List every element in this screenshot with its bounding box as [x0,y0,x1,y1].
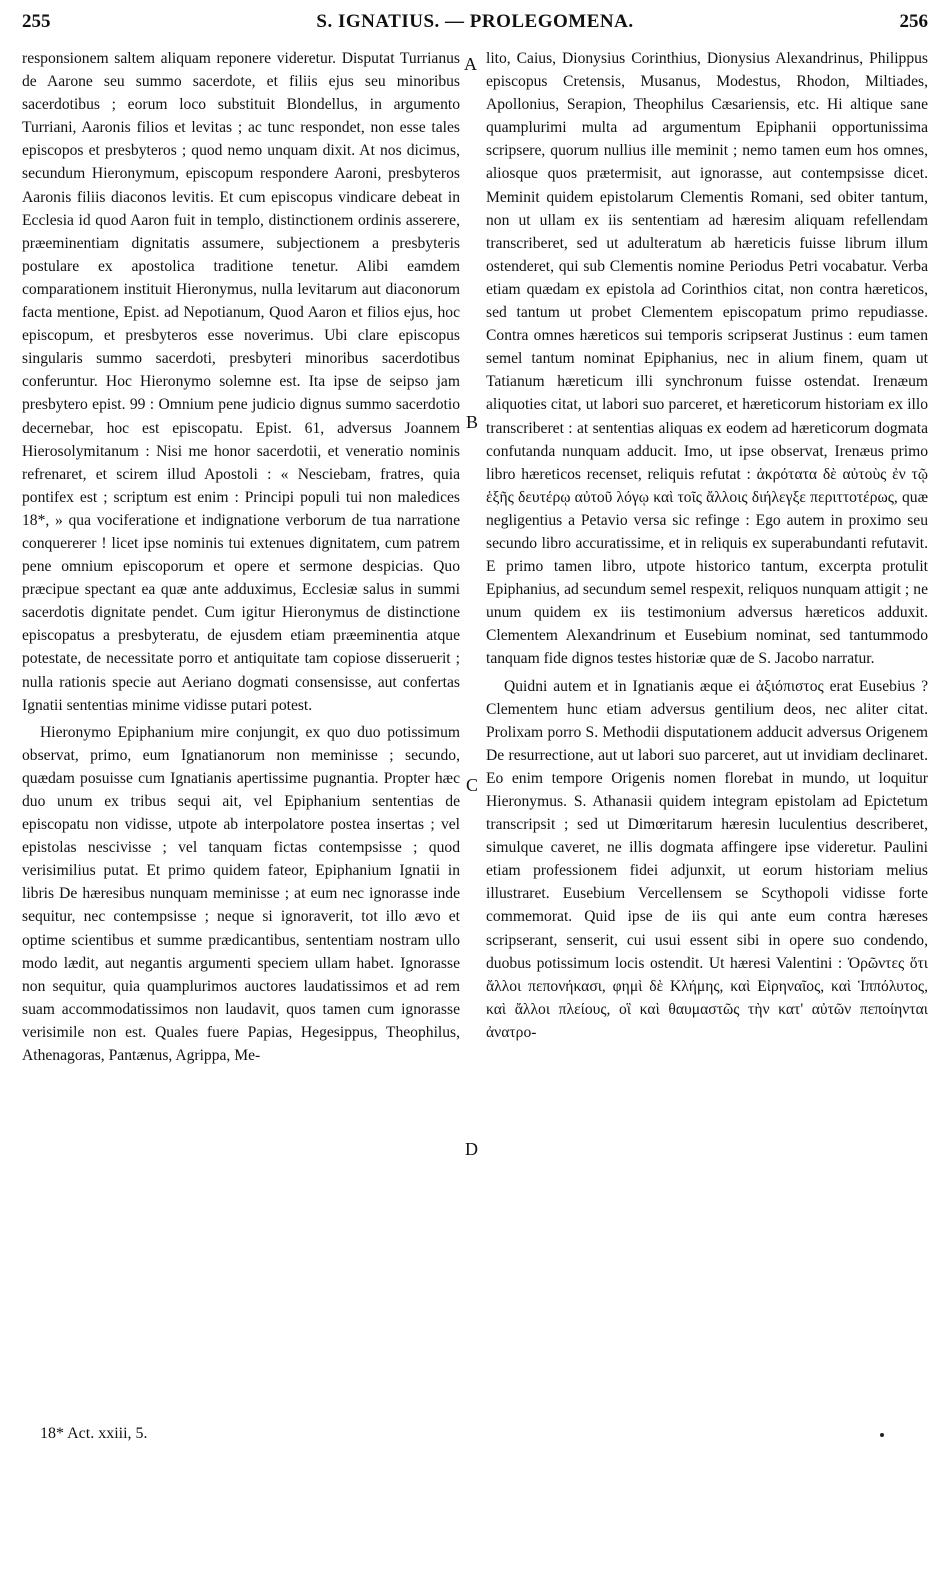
right-paragraph-2: Quidni autem et in Ignatianis æque ei ἀξιόπιστος erat Eusebius ? Clementem hunc etiam adversus gentilium deos, nec aliter citat. Prolixam porro S. Methodii disputationem adducit adversus Origenem De resurrectione, aut ut labori suo parceret, aut ut invidiam declinaret. Eo enim tempore Origenis nomen florebat in mundo, ut loquitur Hieronymus. S. Athanasii quidem integram epistolam ad Epictetum transcripsit ; sed ut Dimœritarum hæresin luculentius describeret, simulque caveret, ne illis dogmata affingere ipse videretur. Paulini etiam professionem fidei adjunxit, ut eorum historiam melius illustraret. Eusebium Vercellensem se Scythopoli vidisse forte commemorat. Quid ipse de iis qui ante eum contra hæreses scripserant, senserit, cui usui essent sibi in opere suo condendo, duobus potissimum locis ostendit. Ut hæresi Valentini : Ὁρῶντες ὅτι ἄλλοι πεπονήκασι, φημὶ δὲ Κλήμης, καὶ Εἰρηναῖος, καὶ Ἱππόλυτος, καὶ ἄλλοι πλείους, οἳ καὶ θαυμαστῶς τὴν κατ' αὐτῶν πεποίηνται ἀνατρο- [486,677,928,1041]
right-paragraph-1: lito, Caius, Dionysius Corinthius, Dionysius Alexandrinus, Philippus episcopus Cretensis, Musanus, Modestus, Rhodon, Miltiades, Apollonius, Serapion, Theophilus Cæsariensis, etc. Hi altique sane quamplurimi multa ad argumentum Epiphanii opportunissima scripsere, quorum nullius ille meminit ; nemo tamen eum hos omnes, aliosque quos prætermisit, aut ignorasse, aut contempsisse dicet. Meminit quidem epistolarum Clementis Romani, sed obiter tantum, non ut ullam ex iis sententiam ad hæresim aliquam refellendam transcriberet, sed ut adulteratum ab hæreticis fuisse librum illum ostenderet, qui sub Clementis nomine Periodus Petri vocabatur. Verba etiam quædam ex epistola ad Corinthios citat, non contra hæreticos, sed tantum ut probet Clementem episcopatum primo repudiasse. Contra omnes hæreticos sui temporis scripserat Justinus : eum tamen semel tantum nominat Epiphanius, nec in alium finem, quam ut Tatianum hæreticum illi synchronum fuisse ostendat. Irenæum aliquoties citat, ut labori suo parceret, et hæreticorum historiam ex illo transcriberet : at sententias aliquas ex eodem ad hæreticorum dogmata confutanda nunquam adducit. Imo, ut ipse observat, Irenæus primo libro hæreticos recenset, reliquis refutat : ἀκρότατα δὲ αὐτοὺς ἐν τῷ ἑξῆς δευτέρῳ αὐτοῦ λόγῳ καὶ τοῖς ἄλλοις διήλεγξε περιττοτέρως, quæ negligentius a Petavio versa sic refinge : Ego autem in proximo seu secundo libro accuratissime, et in reliquis ex superabundanti refutavit. E primo tamen libro, utpote historico tantum, excerpta protulit Epiphanius, ad secundum semel respexit, reliquos nunquam attigit ; ne unum quidem ex iis testimonium adversus hæreticos adduxit. Clementem Alexandrinum et Eusebium nominat, sed tantummodo tanquam fide dignos testes historiæ quæ de S. Jacobo narratur. [486,50,928,668]
page-number-left: 255 [22,11,51,32]
footnote: 18* Act. xxiii, 5. [40,1425,148,1442]
running-header [22,8,928,36]
page-number-right: 256 [899,11,928,32]
margin-marker-d: D [465,1139,478,1159]
margin-marker-b: B [466,412,479,432]
running-title: S. IGNATIUS. — PROLEGOMENA. [316,11,634,32]
left-paragraph-2: Hieronymo Epiphanium mire conjungit, ex quo duo potissimum observat, primo, eum Ignatianorum non meminisse ; secundo, quædam posuisse cum Ignatianis apertissime pugnantia. Propter hæc duo unum ex tribus sequi ait, vel Epiphanium sententias de episcopatu non vidisse, utpote ab interpolatore postea insertas ; vel epistolas nescivisse ; vel tanquam fictas contempsisse ; quod verisimilius putat. Et primo quidem fateor, Epiphanium Ignatii in libris De hæresibus nunquam meminisse ; at eum nec ignorasse inde sequitur, nec contempsisse ; neque si ignoraverit, tot illo ævo et optime scientibus et summe prædicantibus, sententiam nostram ullo modo lædit, aut negantis argumenti speciem ullam habet. Ignorasse non sequitur, quia quamplurimos auctores laudatissimos et ad rem suam accommodatissimos non laudavit, quos tamen cum ignorasse verisimile non est. Quales fuere Papias, Hegesippus, Theophilus, Athenagoras, Pantænus, Agrippa, Me- [22,723,460,1065]
ink-speck [880,1433,884,1437]
right-column [486,47,928,1044]
left-paragraph-1: responsionem saltem aliquam reponere videretur. Disputat Turrianus de Aarone seu summo sacerdote, et filiis ejus seu minoribus sacerdotibus ; eorum loco substituit Blondellus, in argumento Turriani, Aaronis filios et levitas ; ac tunc respondet, non esse tales episcopos et presbyteros ; quod nemo unquam dixit. At nos dicimus, secundum Hieronymum, episcopum respondere Aaroni, presbyteros Aaronis filiis diaconos levitis. Et cum episcopus vindicare debeat in Ecclesia id quod Aaron fuit in templo, distinctionem ordinis asserere, præeminentiam dignitatis assumere, subjectionem a presbyteris postulare ex apostolica traditione tenetur. Alibi eamdem comparationem instituit Hieronymus, nulla levitarum aut diaconorum facta mentione, Epist. ad Nepotianum, Quod Aaron et filios ejus, hoc episcopum, et presbyteros esse noverimus. Ubi clare episcopus singularis summo sacerdoti, presbyteri minoribus sacerdotibus conferuntur. Hoc Hieronymo solemne est. Ita ipse de seipso jam presbytero epist. 99 : Omnium pene judicio dignus summo sacerdotio decernebar, hoc est episcopatu. Epist. 61, adversus Joannem Hierosolymitanum : Nisi me honor sacerdotii, et veneratio nominis refrenaret, et scirem illud Apostoli : « Nesciebam, fratres, quia pontifex est ; scriptum est enim : Principi populi tui non maledices 18*, » qua vociferatione et indignatione verborum de tua narratione conquererer ! licet ipse nominis tui extenues dignitatem, cum patrem pene omnium episcoporum et opere et sermone despicias. Quo præcipue spectant ea quæ ante adduximus, Ecclesiæ salus in summi sacerdotis dignitate pendet. Cum igitur Hieronymus de distinctione episcopatus a presbyteratu, de ejusdem etiam præeminentia atque potestate, de necessitate porro et antiquitate tam copiose disseruerit ; nulla rationis specie aut Aeriano dogmati consensisse, aut confertas Ignatii sententias minime vidisse putari potest. [22,50,460,714]
margin-marker-c: C [466,775,479,795]
left-column [22,47,460,1067]
margin-marker-a: A [464,54,477,74]
